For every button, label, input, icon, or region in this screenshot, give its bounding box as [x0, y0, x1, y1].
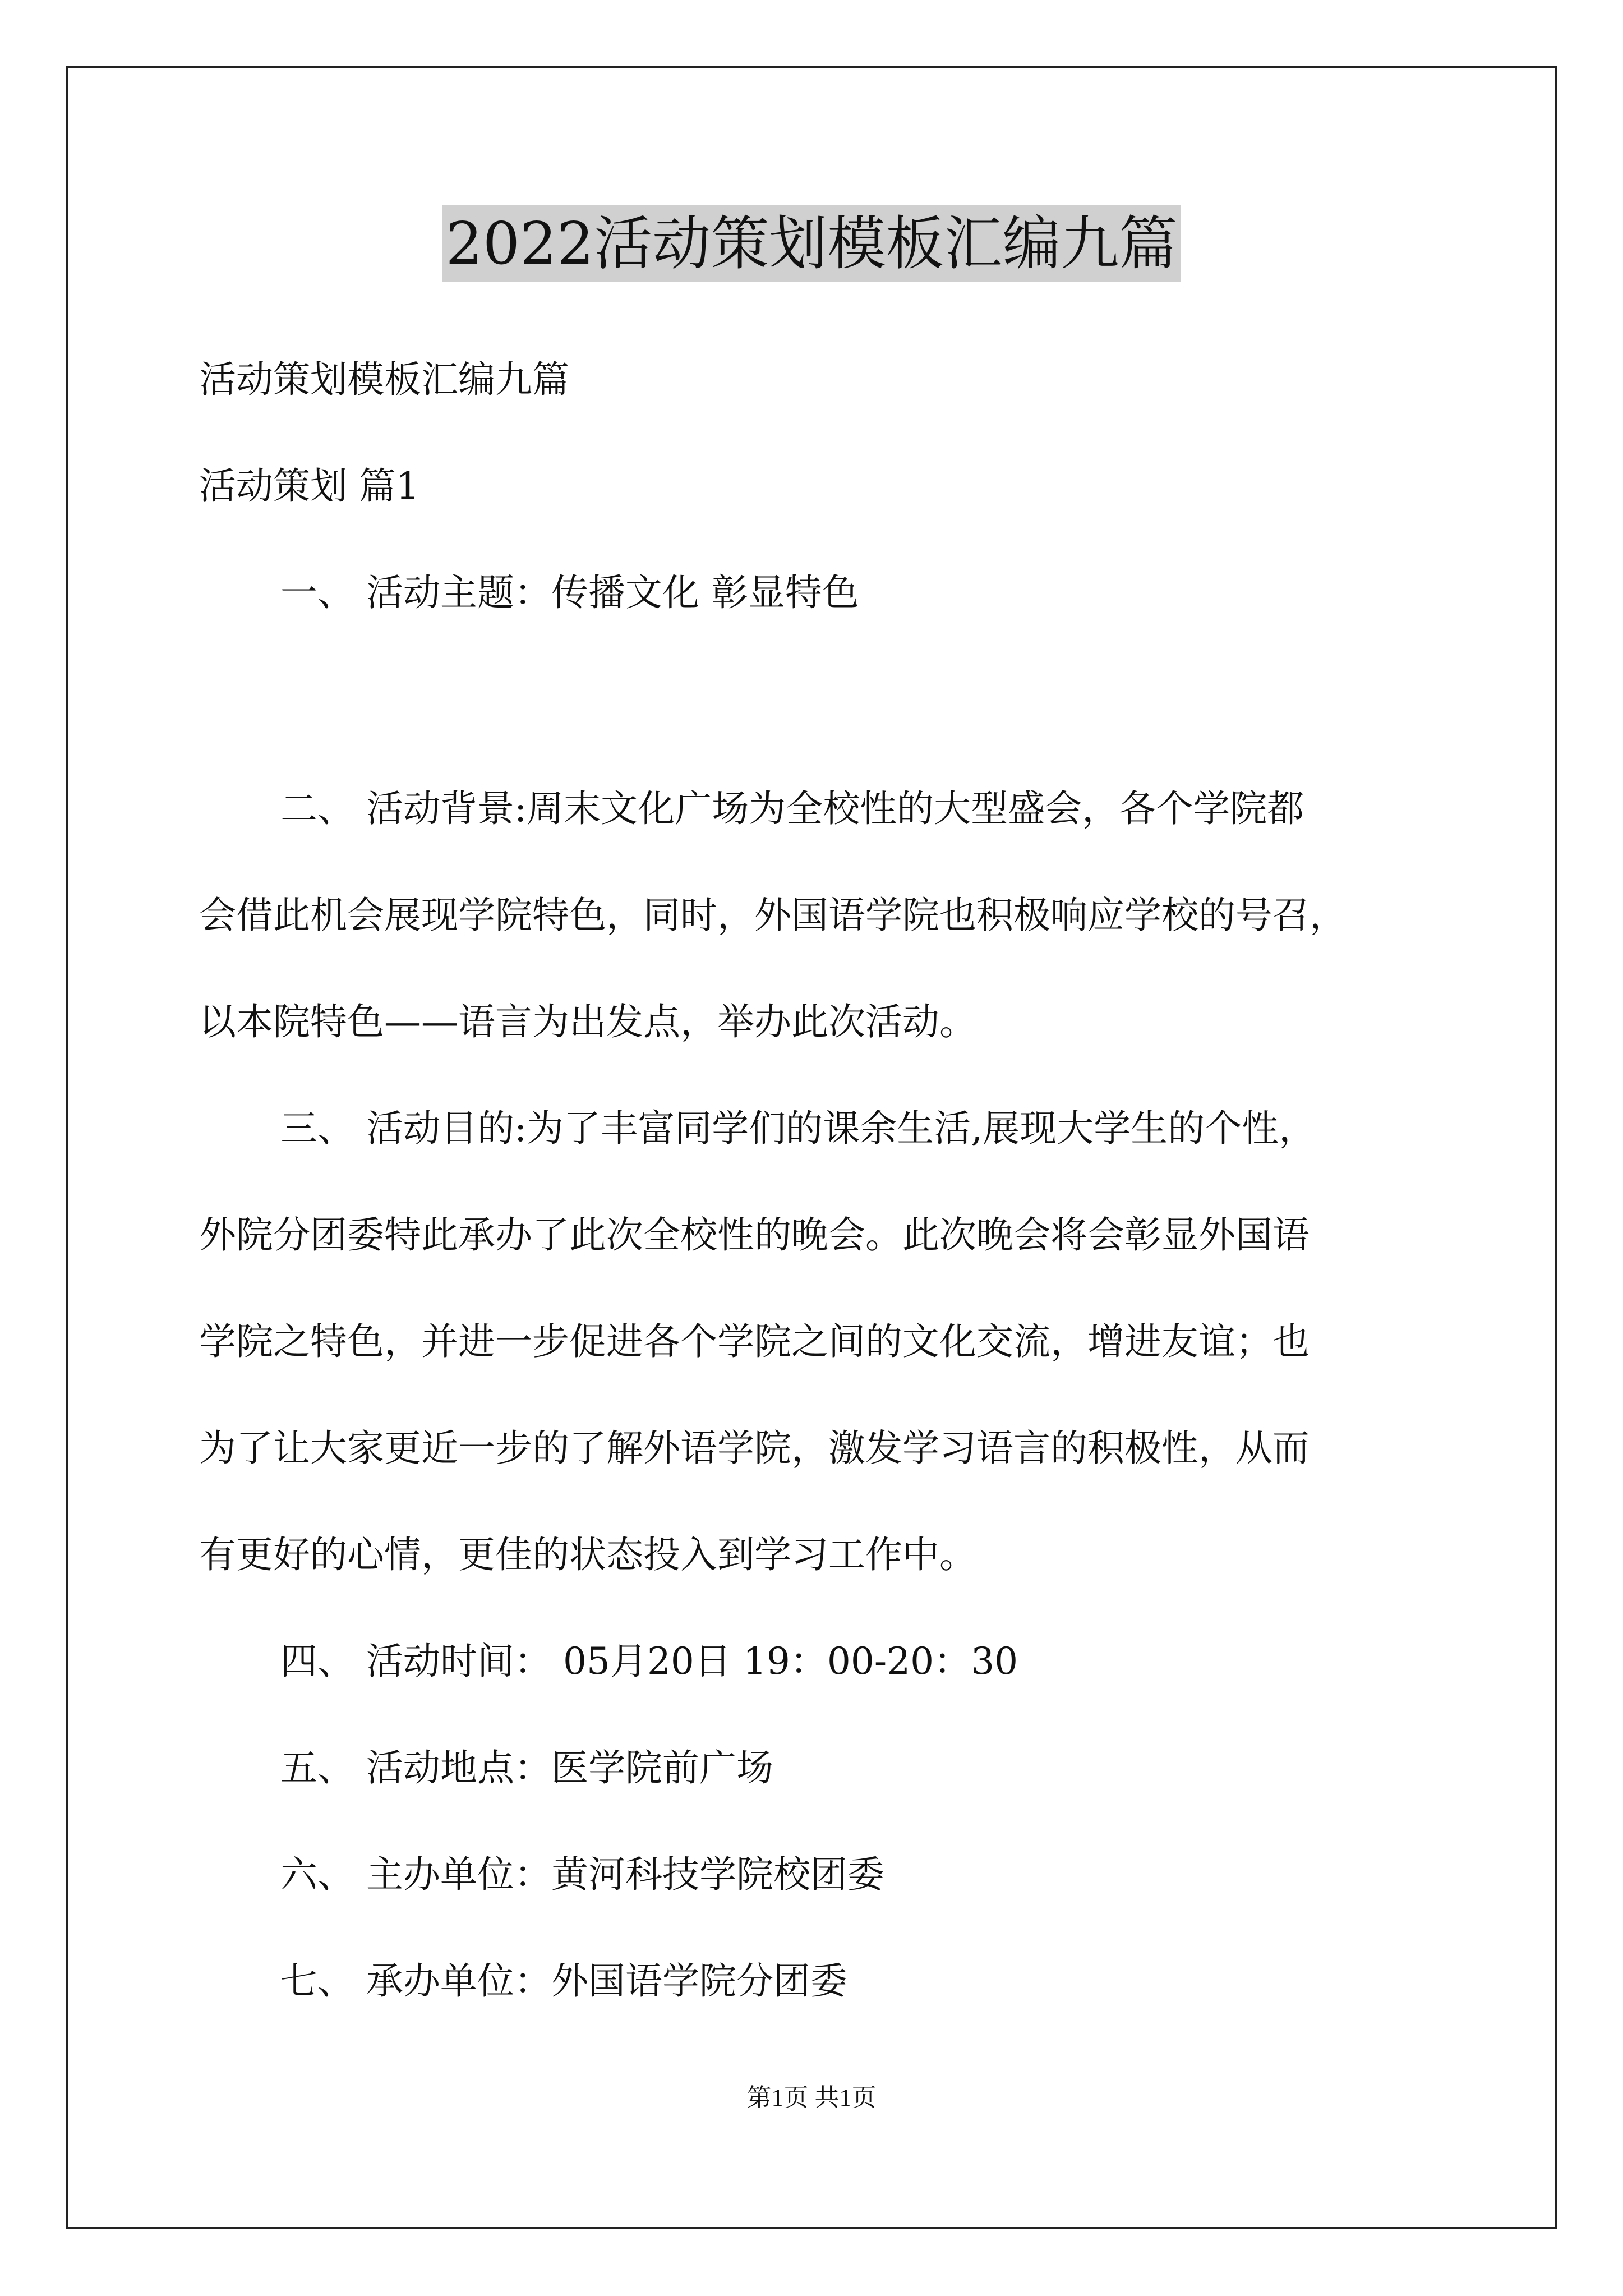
- item-background-line-2: 会借此机会展现学院特色，同时，外国语学院也积极响应学校的号召，: [199, 894, 1347, 937]
- item-background-line-3: 以本院特色——语言为出发点，举办此次活动。: [199, 1000, 976, 1043]
- item-location: 五、 活动地点：医学院前广场: [280, 1746, 773, 1789]
- item-purpose-line-2: 外院分团委特此承办了此次全校性的晚会。此次晚会将会彰显外国语: [199, 1213, 1310, 1257]
- document-title: 2022活动策划模板汇编九篇: [442, 205, 1181, 282]
- title-container: [0, 205, 1623, 282]
- item-purpose-line-4: 为了让大家更近一步的了解外语学院，激发学习语言的积极性，从而: [199, 1427, 1310, 1470]
- item-purpose-line-3: 学院之特色，并进一步促进各个学院之间的文化交流，增进友谊；也: [199, 1320, 1310, 1363]
- item-organizer: 六、 主办单位：黄河科技学院校团委: [280, 1853, 884, 1896]
- item-purpose-line-5: 有更好的心情，更佳的状态投入到学习工作中。: [199, 1533, 976, 1576]
- document-subtitle: 活动策划模板汇编九篇: [199, 358, 569, 401]
- item-purpose-line-1: 三、 活动目的:为了丰富同学们的课余生活,展现大学生的个性，: [280, 1107, 1316, 1150]
- item-time: 四、 活动时间： 05月20日 19：00-20：30: [280, 1640, 1018, 1683]
- page-footer: 第1页 共1页: [746, 2084, 877, 2111]
- item-background-line-1: 二、 活动背景:周末文化广场为全校性的大型盛会，各个学院都: [280, 787, 1304, 830]
- item-co-organizer: 七、 承办单位：外国语学院分团委: [280, 1959, 847, 2003]
- item-theme: 一、 活动主题：传播文化 彰显特色: [280, 571, 859, 614]
- section-heading: 活动策划 篇1: [199, 464, 419, 508]
